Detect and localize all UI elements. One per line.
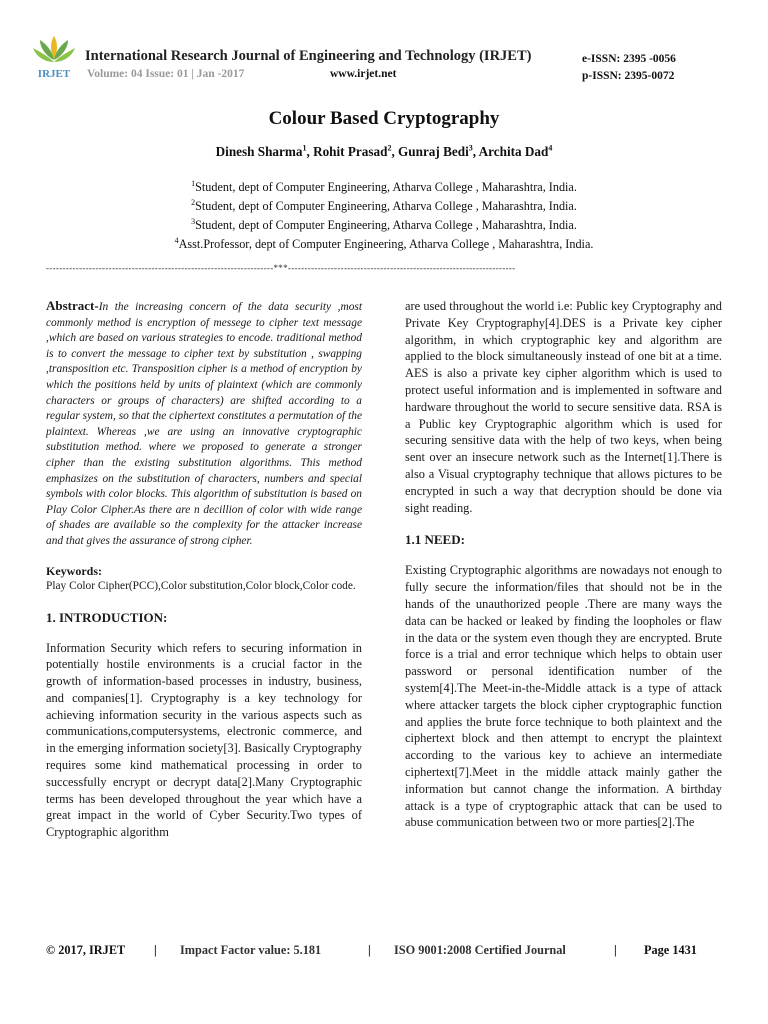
keywords-text: Play Color Cipher(PCC),Color substitution,Color block,Color code. [46, 579, 356, 592]
affiliations [0, 178, 768, 254]
section-heading-need: 1.1 NEED: [405, 532, 465, 548]
author: Dinesh Sharma [215, 144, 303, 159]
author: Rohit Prasad [313, 144, 388, 159]
right-column [405, 298, 722, 831]
footer-divider: | [368, 943, 371, 957]
abstract [46, 298, 362, 550]
journal-title: International Research Journal of Engineering and Technology (IRJET) [85, 48, 532, 64]
page-number: Page 1431 [644, 943, 697, 957]
affiliation: $^2$Student, dept of Computer Engineering, Atharva College , Maharashtra, India. [191, 197, 577, 213]
irjet-logo [30, 30, 78, 82]
author: Archita Dad [478, 144, 549, 159]
section-heading-introduction: 1. INTRODUCTION: [46, 609, 168, 625]
need-text: Existing Cryptographic algorithms are nowadays not enough to fully secure the information/files that should not be in the hands of the unauthorized people .There are many ways the data can be hacked or leaked by finding the loopholes or flaw in the data or the system even though they are encrypted. Brute force is a trial and error technique which helps to obtain user password or personal identification number of the system[4].The Meet-in-the-Middle attack is a type of attack where attacker targets the block cipher cryptographic function and applies the brute force technique to both plaintext and the ciphertext block and then attempt to encrypt the plaintext according to the various key to achieve an intermediate ciphertext[7].Meet in the middle attack mainly gather the information but cannot change the information. A birthday attack is a type of cryptographic attack that can be used to abuse communication between two or more parties[2].The [405, 563, 722, 830]
affiliation: $^1$Student, dept of Computer Engineering, Atharva College , Maharashtra, India. [191, 178, 577, 194]
introduction-continued: are used throughout the world i.e: Public key Cryptography and Private Key Cryptography[4].DES is a Private key cipher algorithm, in which cryptographic key and algorithm are applied to the block simultaneously instead of one bit at a time. AES is also a private key cipher algorithm which is used to protect useful information and is implemented in software and hardware throughout the world to secure sensitive data. RSA is a Public key Cryptographic algorithm which is used for securing sensitive data with the help of two keys, when being sent over an insecure network such as the Internet[1].There is also a Visual cryptography technique that allows pictures to be encrypted in such a way that decryption should be done via sight reading. [405, 299, 722, 515]
logo-text: IRJET [37, 68, 71, 80]
author: Gunraj Bedi [398, 144, 469, 159]
abstract-label: Abstract- [46, 298, 99, 313]
pissn: p-ISSN: 2395-0072 [582, 70, 675, 82]
author-list: Dinesh Sharma$^1$, Rohit Prasad$^2$, Gunraj Bedi$^3$, Archita Dad$^4$ [215, 143, 553, 159]
affiliation: $^4$Asst.Professor, dept of Computer Engineering, Atharva College , Maharashtra, India. [174, 235, 594, 251]
copyright: © 2017, IRJET [46, 943, 126, 957]
left-column [46, 298, 362, 841]
impact-factor: Impact Factor value: 5.181 [180, 943, 322, 957]
journal-url[interactable]: www.irjet.net [330, 68, 397, 80]
eissn: e-ISSN: 2395 -0056 [582, 53, 676, 65]
footer-divider: | [614, 943, 617, 957]
paper-title: Colour Based Cryptography [268, 108, 500, 129]
separator-rule: ---------------------------------------------------------------------***--------------------------------------------------------------------- [46, 263, 516, 273]
journal-header [0, 0, 768, 95]
iso-certification: ISO 9001:2008 Certified Journal [394, 943, 566, 957]
abstract-text: In the increasing concern of the data security ,most commonly method is encryption of messege to cipher text message ,which are based on various strategies to encode. traditional method is to convert the message to cipher text by substitution , swapping ,transposition etc. Transposition cipher is a method of encryption by which the positions held by units of plaintext (which are commonly characters or groups of characters) are shifted according to a regular system, so that the ciphertext constitutes a permutation of the plaintext. Whereas ,we are using an innovative cryptographic substitution method. where we proposed to generate a stronger cipher than the existing substitution algorithms. This method emphasizes on the substitution of characters, numbers and special symbols with color blocks. This algorithm of substitution is based on Play Color Cipher.As there are n decillion of color with wide range of shades are available so the complexity for the attacker increase and that gives the assurance of strong cipher. [46, 301, 362, 547]
keywords-label: Keywords: [46, 563, 102, 578]
footer-divider: | [154, 943, 157, 957]
issn-block [582, 51, 676, 85]
affiliation: $^3$Student, dept of Computer Engineering, Atharva College , Maharashtra, India. [191, 216, 577, 232]
introduction-text: Information Security which refers to securing information in potentially hostile environments is a crucial factor in the growth of information-based processes in industry, business, and companies[1]. Cryptography is a key technology for achieving information security in the various aspects such as communications,computersystems, electronic commerce, and in the emerging information society[3]. Basically Cryptography requires some kind mathematical processing in order to successfully encrypt or decrypt data[2].Many Cryptographic terms has been developed throughout the year which have a great impact in the world of Cyber Security.Two types of Cryptographic algorithm [46, 640, 363, 840]
volume-info: Volume: 04 Issue: 01 | Jan -2017 [87, 68, 245, 80]
